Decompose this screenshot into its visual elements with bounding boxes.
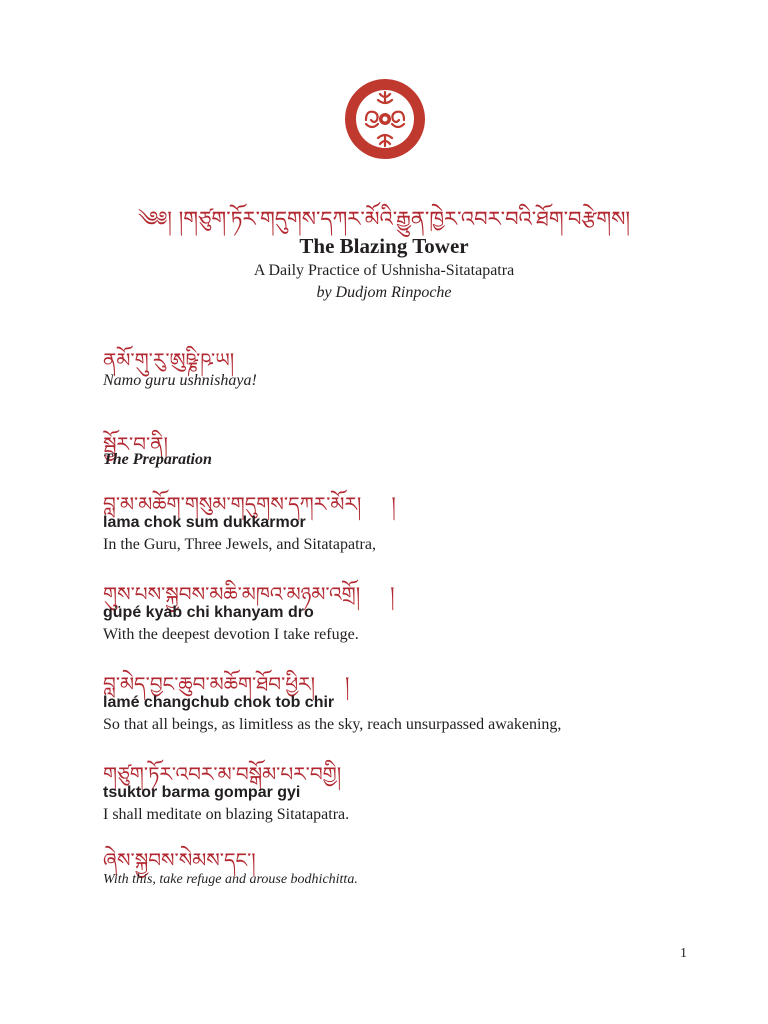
- verse-tibetan: གུས་པས་སྐྱབས་མཆི་མཁའ་མཉམ་འགྲོ། །: [103, 572, 395, 628]
- invocation-tibetan: ནམོ་གུ་རུ་ཨུཥྞི་ཥ་ཡ།: [103, 348, 235, 372]
- verse-tibetan: བླ་མེད་བྱང་ཆུབ་མཆོག་ཐོབ་ཕྱིར། །: [103, 662, 350, 718]
- subtitle: A Daily Practice of Ushnisha-Sitatapatra: [253, 262, 515, 279]
- verse-phonetic: lamé changchub chok tob chir: [103, 694, 335, 711]
- shad: །: [345, 672, 350, 696]
- page-title: The Blazing Tower: [299, 234, 469, 258]
- shad: །: [391, 492, 396, 516]
- instruction-tibetan: ཞེས་སྐྱབས་སེམས་དང་།: [103, 848, 256, 872]
- verse-translation: So that all beings, as limitless as the sky, reach unsurpassed awakening,: [103, 716, 562, 733]
- instruction-text: With this, take refuge and arouse bodhichitta.: [103, 872, 358, 887]
- emblem-logo: [344, 78, 426, 160]
- verse-tibetan: བླ་མ་མཆོག་གསུམ་གདུགས་དཀར་མོར། །: [103, 482, 396, 538]
- verse-translation: I shall meditate on blazing Sitatapatra.: [103, 806, 350, 823]
- verse-phonetic: lama chok sum dukkarmor: [103, 514, 306, 531]
- verse-phonetic: tsuktor barma gompar gyi: [103, 784, 301, 801]
- preparation-tibetan-heading: སྦྱོར་བ་ནི།: [103, 432, 168, 456]
- verse-phonetic: güpé kyab chi khanyam dro: [103, 604, 314, 621]
- verse-translation: In the Guru, Three Jewels, and Sitatapatra,: [103, 536, 376, 553]
- verse-translation: With the deepest devotion I take refuge.: [103, 626, 359, 643]
- verse-tibetan: གཙུག་ཏོར་འབར་མ་བསྒོམ་པར་བགྱི།: [103, 762, 342, 786]
- page-number: 1: [680, 946, 687, 961]
- author: by Dudjom Rinpoche: [316, 284, 452, 301]
- preparation-heading: The Preparation: [103, 451, 212, 468]
- shad: །: [390, 582, 395, 606]
- tibetan-title: ༄༅། །གཙུག་ཏོར་གདུགས་དཀར་མོའི་རྒྱུན་ཁྱེར་འབར་བའི་ཐོག་བརྩེགས།: [137, 207, 631, 231]
- invocation-translation: Namo guru ushnishaya!: [103, 372, 257, 389]
